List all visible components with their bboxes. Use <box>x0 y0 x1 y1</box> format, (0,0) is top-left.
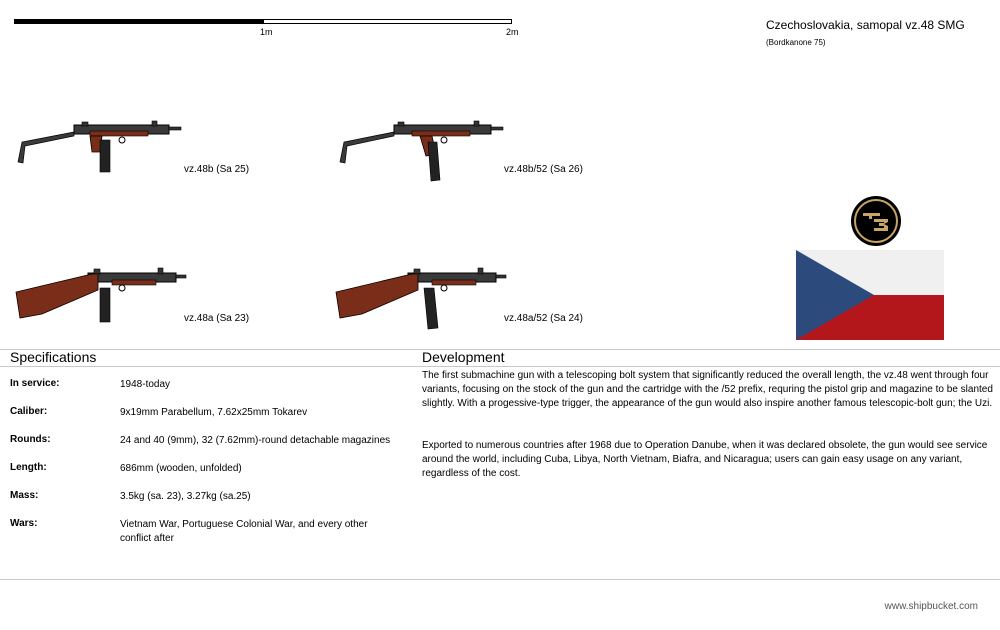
scale-tick-2m: 2m <box>506 27 519 37</box>
variant-label-vz48b52: vz.48b/52 (Sa 26) <box>504 164 583 175</box>
gun-drawing-vz48a52 <box>332 266 510 332</box>
development-paragraph-1: The first submachine gun with a telescoping bolt system that significantly reduced the overall length, the vz.48 went through four variants, focusing on the stock of the gun and the cartridge with the /52 prefix, requring the pistol grip and magazine to be slanted slightly. With a progessive-type trigger, the appearance of the gun would also inspire another famous telescopic-bolt gun; the Uzi. <box>422 370 993 409</box>
spec-label-length: Length: <box>10 462 47 473</box>
specifications-heading: Specifications <box>10 349 97 365</box>
variant-label-vz48b: vz.48b (Sa 25) <box>184 164 250 175</box>
section-heading-underline <box>0 366 1000 367</box>
spec-label-in-service: In service: <box>10 378 60 389</box>
development-heading: Development <box>422 349 505 365</box>
variant-label-vz48a52: vz.48a/52 (Sa 24) <box>504 313 583 324</box>
scale-bar-white-segment <box>263 19 512 24</box>
gun-drawing-vz48b <box>12 118 184 174</box>
scale-bar-black-segment <box>14 19 263 24</box>
spec-value-in-service: 1948-today <box>120 379 171 390</box>
section-divider-bottom <box>0 579 1000 580</box>
page-subtitle: (Bordkanone 75) <box>766 38 826 47</box>
variant-label-vz48a: vz.48a (Sa 23) <box>184 313 250 324</box>
spec-value-length: 686mm (wooden, unfolded) <box>120 463 242 474</box>
gun-drawing-vz48a <box>12 266 190 326</box>
spec-label-mass: Mass: <box>10 490 39 501</box>
cz-logo-icon <box>850 195 902 247</box>
czech-flag-icon <box>796 250 944 340</box>
spec-value-wars: Vietnam War, Portuguese Colonial War, and every other conflict after <box>120 519 368 544</box>
scale-tick-1m: 1m <box>260 27 273 37</box>
spec-value-caliber: 9x19mm Parabellum, 7.62x25mm Tokarev <box>120 407 308 418</box>
spec-label-caliber: Caliber: <box>10 406 48 417</box>
spec-label-wars: Wars: <box>10 518 38 529</box>
spec-label-rounds: Rounds: <box>10 434 51 445</box>
development-paragraph-2: Exported to numerous countries after 1968 due to Operation Danube, when it was declared obsolete, the gun would see service around the world, including Cuba, Libya, North Vietnam, Biafra, and Nicaragua; users can gain easy usage on any variant, regardless of the cost. <box>422 440 988 479</box>
footer-site-link[interactable]: www.shipbucket.com <box>884 601 978 612</box>
spec-value-rounds: 24 and 40 (9mm), 32 (7.62mm)-round detachable magazines <box>120 435 391 446</box>
page-title: Czechoslovakia, samopal vz.48 SMG <box>766 18 965 32</box>
gun-drawing-vz48b52 <box>334 118 506 184</box>
spec-value-mass: 3.5kg (sa. 23), 3.27kg (sa.25) <box>120 491 251 502</box>
scale-bar <box>14 19 512 25</box>
